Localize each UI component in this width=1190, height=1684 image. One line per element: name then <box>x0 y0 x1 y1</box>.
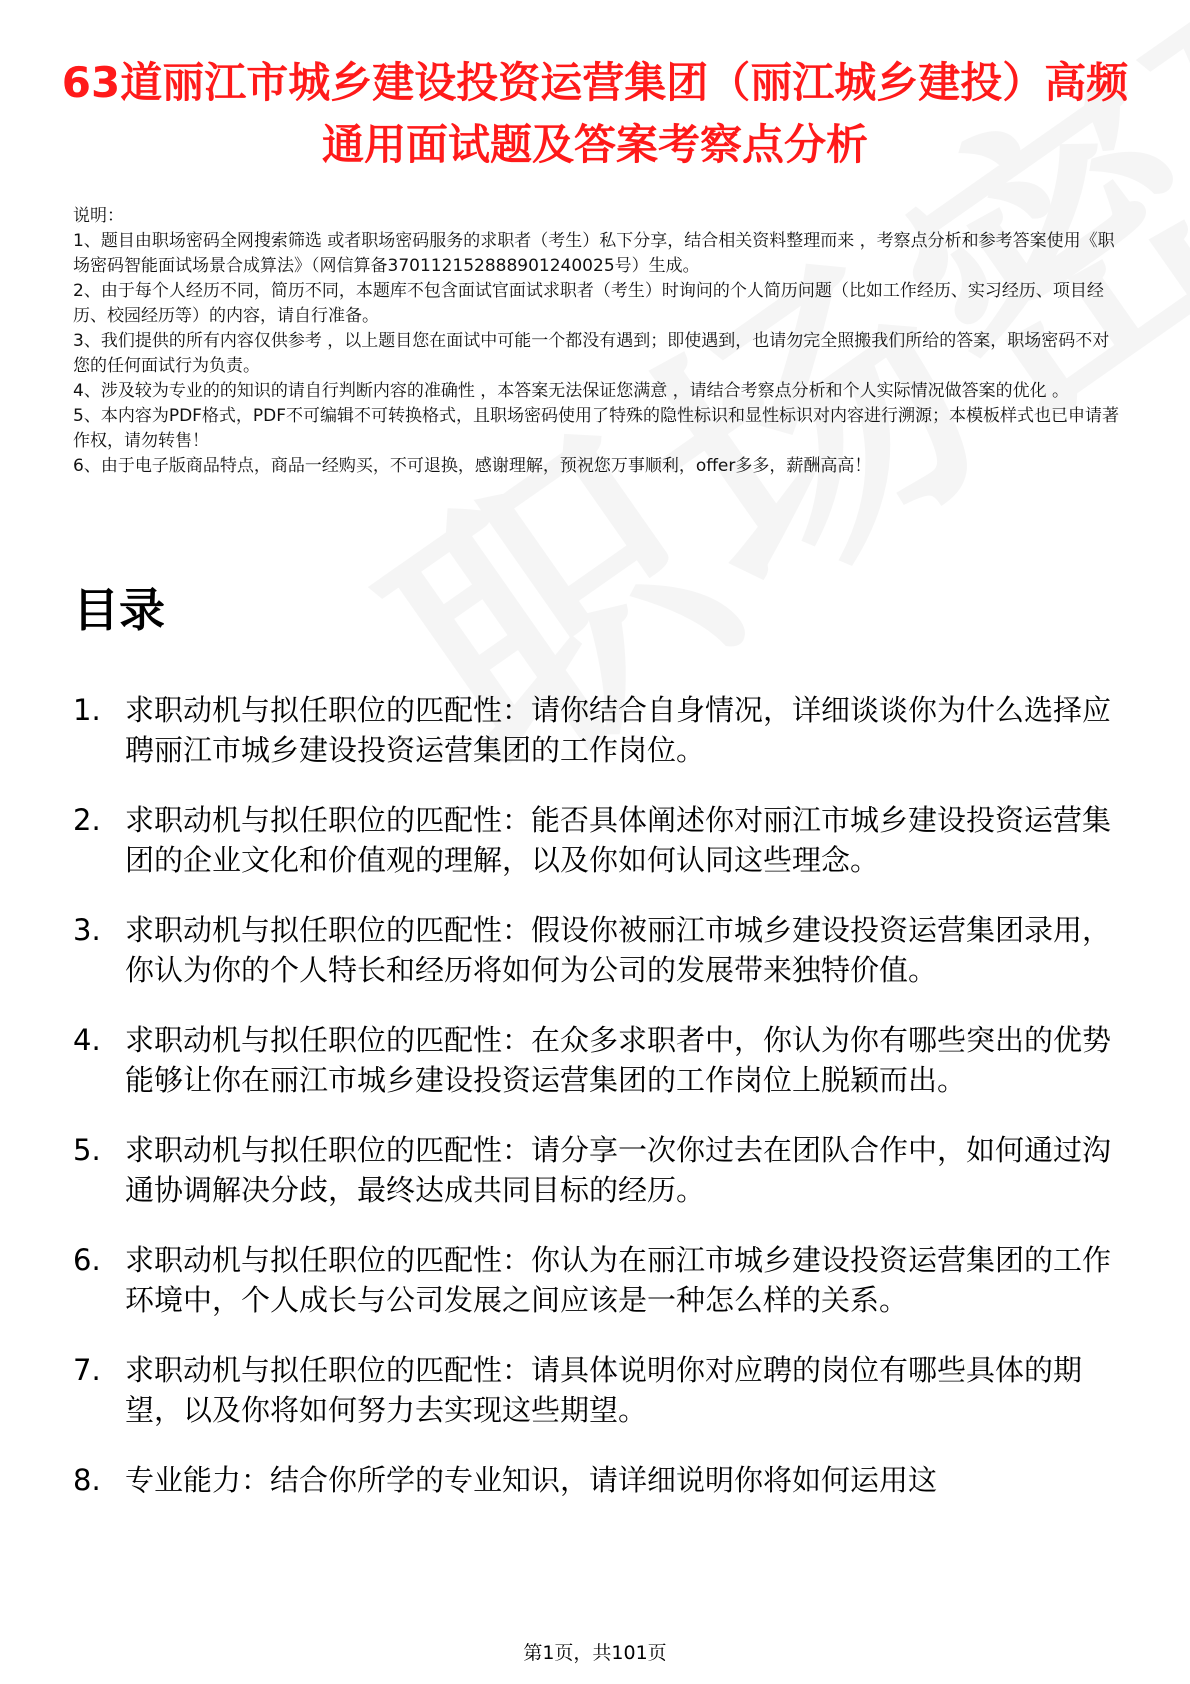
toc-item-text: 求职动机与拟任职位的匹配性：你认为在丽江市城乡建设投资运营集团的工作环境中，个人成长与公司发展之间应该是一种怎么样的关系。 <box>125 1243 1112 1317</box>
toc-item-number: 3. <box>73 913 101 947</box>
toc-item-text: 专业能力：结合你所学的专业知识，请详细说明你将如何运用这 <box>125 1463 938 1497</box>
toc-item-text: 求职动机与拟任职位的匹配性：在众多求职者中，你认为你有哪些突出的优势能够让你在丽江市城乡建设投资运营集团的工作岗位上脱颖而出。 <box>125 1023 1112 1097</box>
toc-item-number: 8. <box>73 1463 101 1497</box>
toc-item[interactable] <box>73 1130 1123 1210</box>
toc-item-number: 5. <box>73 1133 101 1167</box>
note-item: 6、由于电子版商品特点，商品一经购买，不可退换，感谢理解，预祝您万事顺利，offer多多，薪酬高高！ <box>73 456 872 476</box>
toc-item-text: 求职动机与拟任职位的匹配性：请分享一次你过去在团队合作中，如何通过沟通协调解决分歧，最终达成共同目标的经历。 <box>125 1133 1112 1207</box>
note-item: 1、题目由职场密码全网搜索筛选 或者职场密码服务的求职者（考生）私下分享，结合相关资料整理而来 ，考察点分析和参考答案使用《职场密码智能面试场景合成算法》（网信算备370112152888901240025号）生成。 <box>73 231 1115 276</box>
note-item: 2、由于每个人经历不同，简历不同，本题库不包含面试官面试求职者（考生）时询问的个人简历问题（比如工作经历、实习经历、项目经历、校园经历等）的内容，请自行准备。 <box>73 281 1104 326</box>
toc-item[interactable] <box>73 1460 1123 1500</box>
toc-item[interactable] <box>73 1350 1123 1430</box>
toc-heading: 目录 <box>73 583 165 637</box>
toc-item-number: 1. <box>73 693 101 727</box>
toc-item[interactable] <box>73 1240 1123 1320</box>
toc-item-number: 6. <box>73 1243 101 1277</box>
toc-item-number: 2. <box>73 803 101 837</box>
toc-item[interactable] <box>73 1020 1123 1100</box>
toc-item-number: 4. <box>73 1023 101 1057</box>
toc-list <box>73 690 1123 1530</box>
notes-section <box>73 204 1123 479</box>
toc-item-text: 求职动机与拟任职位的匹配性：能否具体阐述你对丽江市城乡建设投资运营集团的企业文化和价值观的理解，以及你如何认同这些理念。 <box>125 803 1112 877</box>
note-item: 4、涉及较为专业的的知识的请自行判断内容的准确性 ，本答案无法保证您满意 ，请结合考察点分析和个人实际情况做答案的优化 。 <box>73 381 1070 401</box>
page-title: 63道丽江市城乡建设投资运营集团（丽江城乡建投）高频通用面试题及答案考察点分析 <box>61 58 1129 169</box>
page-footer: 第1页，共101页 <box>523 1642 667 1664</box>
note-item: 3、我们提供的所有内容仅供参考 ，以上题目您在面试中可能一个都没有遇到；即使遇到，也请勿完全照搬我们所给的答案，职场密码不对您的任何面试行为负责。 <box>73 331 1110 376</box>
toc-item-text: 求职动机与拟任职位的匹配性：假设你被丽江市城乡建设投资运营集团录用，你认为你的个人特长和经历将如何为公司的发展带来独特价值。 <box>125 913 1112 987</box>
toc-item[interactable] <box>73 690 1123 770</box>
toc-item-text: 求职动机与拟任职位的匹配性：请你结合自身情况，详细谈谈你为什么选择应聘丽江市城乡建设投资运营集团的工作岗位。 <box>125 693 1112 767</box>
notes-heading: 说明： <box>73 206 124 226</box>
toc-item[interactable] <box>73 800 1123 880</box>
note-item: 5、本内容为PDF格式，PDF不可编辑不可转换格式，且职场密码使用了特殊的隐性标识和显性标识对内容进行溯源；本模板样式也已申请著作权，请勿转售！ <box>73 406 1120 451</box>
toc-item-text: 求职动机与拟任职位的匹配性：请具体说明你对应聘的岗位有哪些具体的期望，以及你将如何努力去实现这些期望。 <box>125 1353 1083 1427</box>
toc-item-number: 7. <box>73 1353 101 1387</box>
toc-item[interactable] <box>73 910 1123 990</box>
